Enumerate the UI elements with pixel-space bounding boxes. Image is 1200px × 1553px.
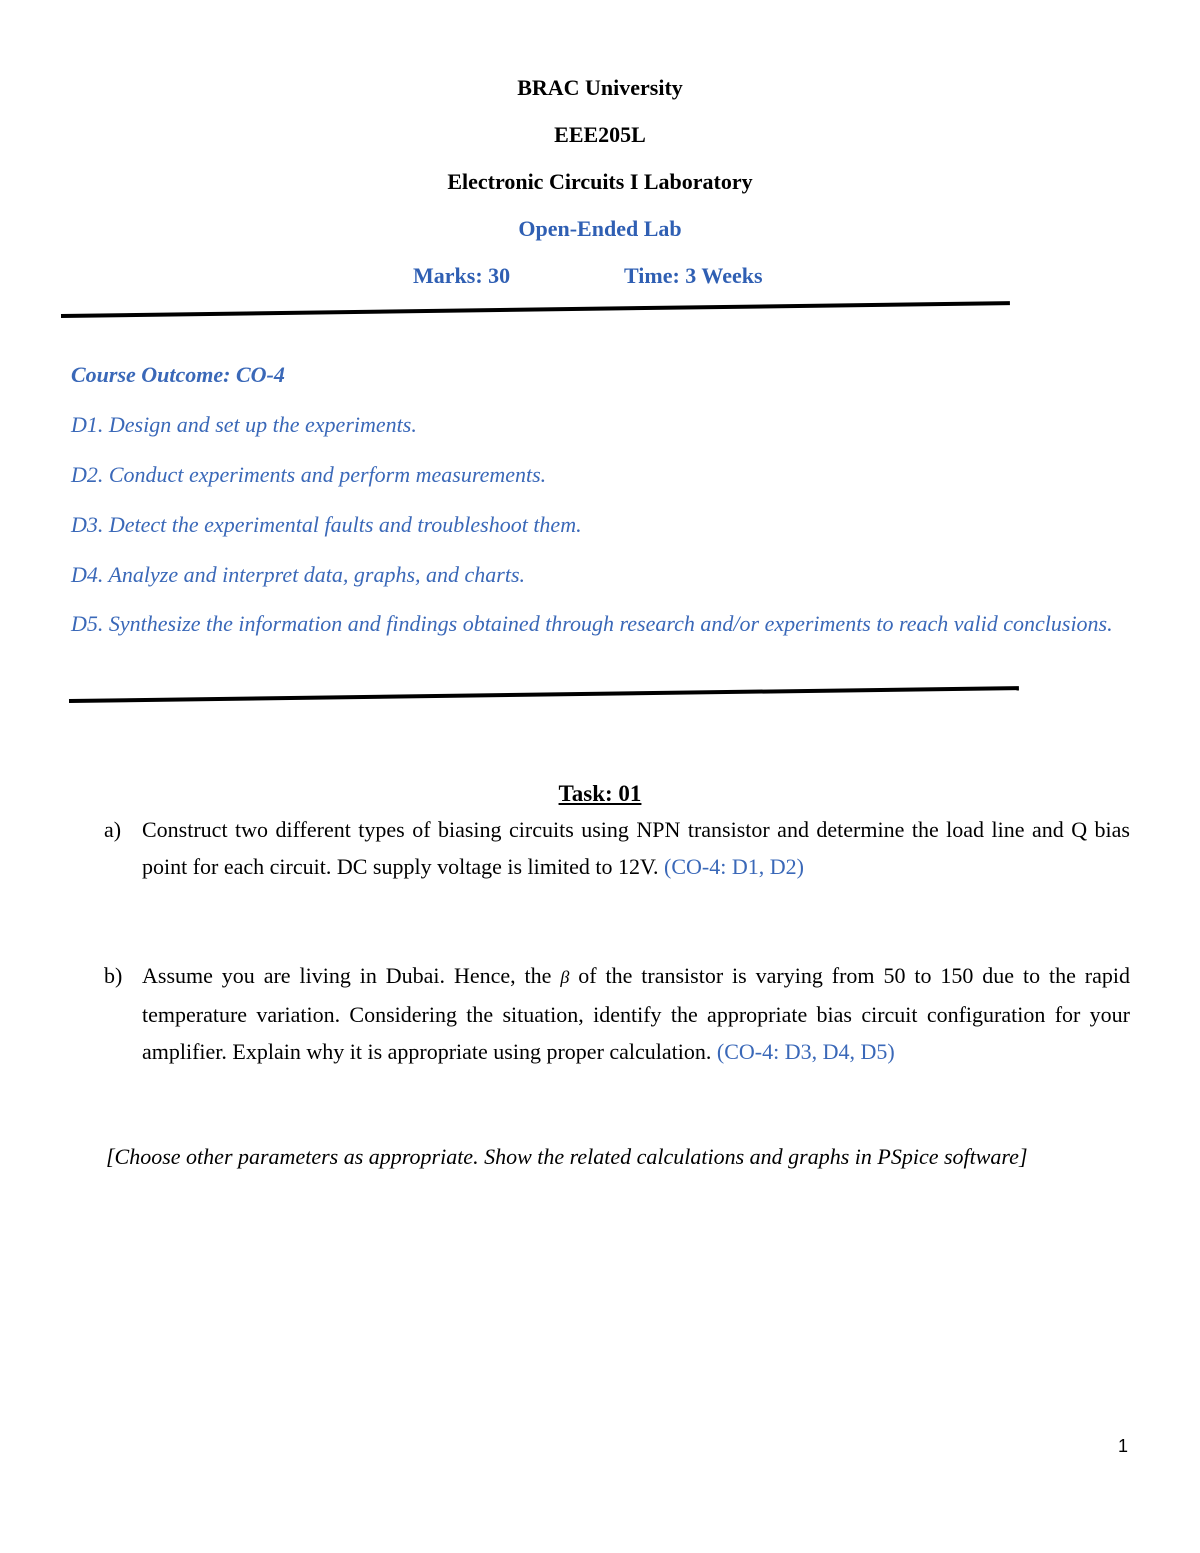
- task-title: Task: 01: [558, 781, 642, 806]
- task-item-b-co: (CO-4: D3, D4, D5): [716, 1039, 895, 1064]
- header-divider: [61, 301, 1010, 318]
- outcome-divider: [69, 686, 1019, 703]
- page-number: 1: [1118, 1436, 1129, 1456]
- outcome-item-d5: D5. Synthesize the information and findings obtained through research and/or experiments to reach valid conclusions.: [71, 611, 1113, 636]
- task-item-b: [104, 957, 1130, 1070]
- task-item-a: [104, 811, 1130, 885]
- task-item-b-text-start: Assume you are living in Dubai. Hence, the: [142, 963, 552, 988]
- university-name: BRAC University: [517, 75, 683, 100]
- outcome-item-d4: D4. Analyze and interpret data, graphs, and charts.: [71, 562, 526, 587]
- task-item-b-body: [142, 957, 1130, 1070]
- marks-time-row: [0, 263, 1200, 291]
- outcome-item-d1: D1. Design and set up the experiments.: [71, 412, 417, 437]
- task-item-b-text-end: of the transistor is varying from 50 to 150 due to the rapid temperature variation. Considering the situation, identify the appropriate bias circuit configuration for your amplifier. Explain why it is appropriate using proper calculation.: [142, 963, 1131, 1064]
- task-note: [Choose other parameters as appropriate. Show the related calculations and graphs in PSpice software]: [106, 1144, 1028, 1169]
- task-item-a-text: Construct two different types of biasing circuits using NPN transistor and determine the load line and Q bias point for each circuit. DC supply voltage is limited to 12V.: [142, 817, 1130, 879]
- task-item-a-body: [142, 811, 1130, 885]
- outcome-item-d3: D3. Detect the experimental faults and troubleshoot them.: [71, 512, 582, 537]
- marks-label: Marks: 30: [413, 263, 511, 288]
- task-item-b-marker: b): [104, 963, 123, 988]
- course-code: EEE205L: [554, 122, 646, 147]
- outcome-item-d2: D2. Conduct experiments and perform measurements.: [71, 462, 547, 487]
- time-label: Time: 3 Weeks: [624, 263, 763, 288]
- course-outcome-title: [71, 358, 1131, 392]
- course-outcome-heading: Course Outcome: CO-4: [71, 362, 285, 387]
- task-item-a-marker: a): [104, 817, 122, 842]
- lab-type: Open-Ended Lab: [518, 216, 682, 241]
- course-title: Electronic Circuits I Laboratory: [447, 169, 753, 194]
- beta-symbol: β: [560, 967, 570, 987]
- task-item-a-co: (CO-4: D1, D2): [664, 854, 804, 879]
